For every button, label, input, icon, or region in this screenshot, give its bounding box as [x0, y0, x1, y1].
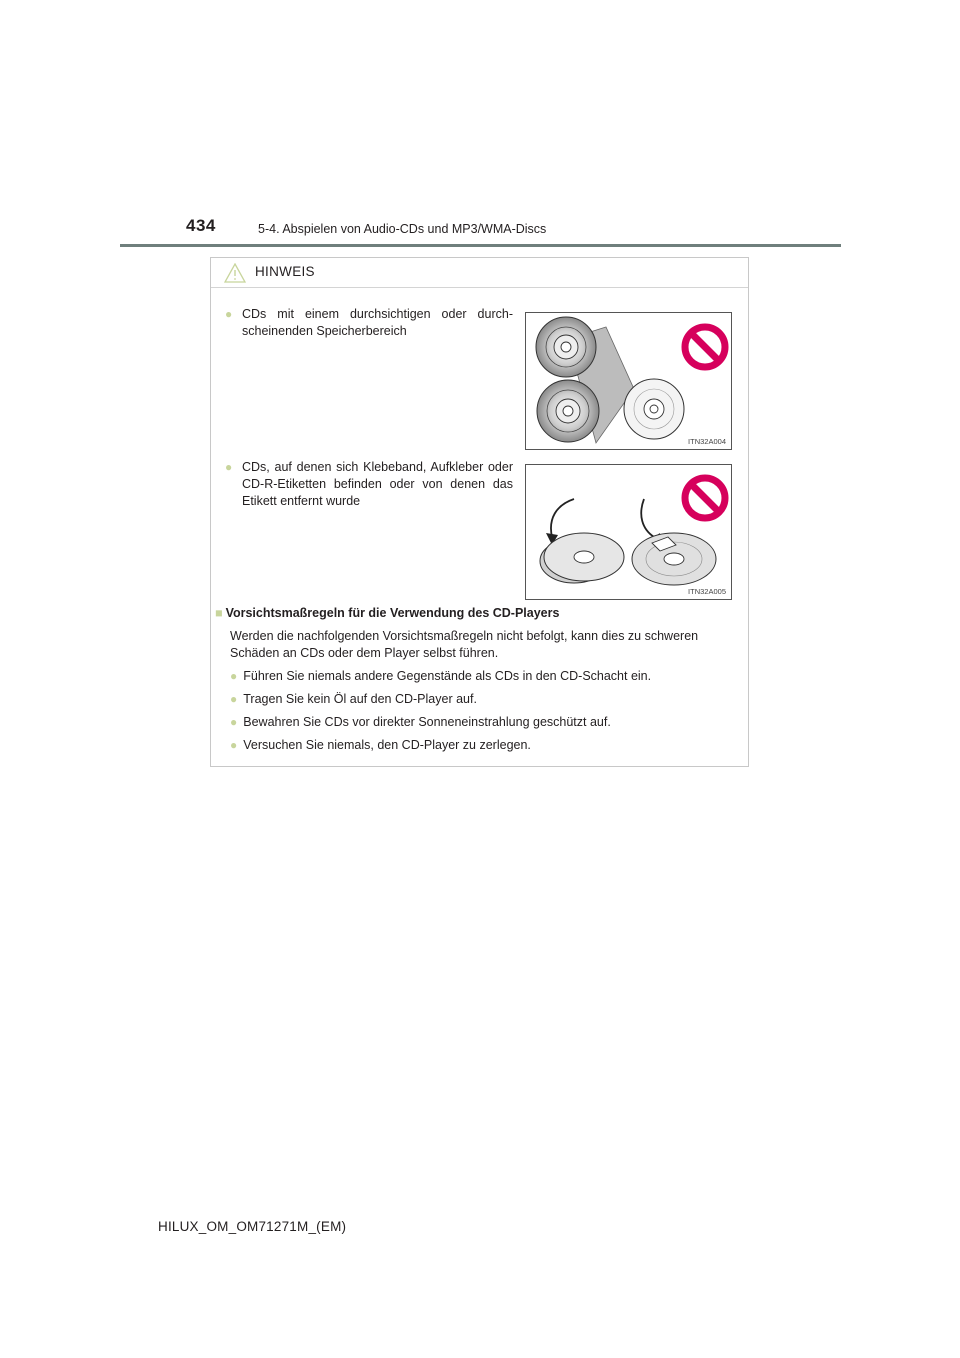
square-bullet-icon: ■ — [215, 606, 223, 620]
warning-triangle-icon — [224, 263, 246, 283]
list-item — [225, 306, 513, 340]
labeled-cds-illustration — [526, 465, 731, 599]
precautions-heading-text: Vorsichtsmaßregeln für die Verwendung des CD-Players — [225, 606, 560, 620]
header-rule — [120, 244, 841, 247]
list-item-text: Bewahren Sie CDs vor direkter Sonneneinstrahlung geschützt auf. — [243, 715, 611, 729]
cd-transparent — [624, 379, 684, 439]
transparent-cds-illustration — [526, 313, 731, 449]
precautions-intro: Werden die nachfolgenden Vorsichtsmaßregeln nicht befolgt, kann dies zu schweren Schäden an CDs oder dem Player selbst führen. — [230, 629, 699, 660]
list-item-text: Versuchen Sie niemals, den CD-Player zu zerlegen. — [243, 738, 531, 752]
list-item — [230, 692, 477, 706]
cd-bottom-left — [537, 380, 599, 442]
figure-code: ITN32A004 — [688, 437, 726, 446]
figure-labeled-cds — [525, 464, 732, 600]
footer-doc-code: HILUX_OM_OM71271M_(EM) — [158, 1219, 347, 1234]
notice-title: HINWEIS — [255, 264, 315, 279]
cd-top-left — [536, 317, 596, 377]
notice-header — [211, 258, 748, 288]
page-number: 434 — [186, 216, 216, 235]
prohibition-icon — [685, 478, 725, 518]
list-item-text: Tragen Sie kein Öl auf den CD-Player auf. — [243, 692, 477, 706]
figure-transparent-cds — [525, 312, 732, 450]
section-title: 5-4. Abspielen von Audio-CDs und MP3/WMA-Discs — [258, 222, 547, 236]
list-item-text: CDs, auf denen sich Klebeband, Aufkleber oder CD-R-Etiketten befinden oder von denen das Etikett entfernt wurde — [242, 460, 513, 508]
bullet-dot-icon: ● — [230, 669, 238, 683]
list-item-text: CDs mit einem durchsichtigen oder durch-scheinenden Speicherbereich — [242, 307, 513, 338]
cd-with-sticker — [632, 533, 716, 585]
prohibition-icon — [685, 327, 725, 367]
list-item — [230, 715, 611, 729]
bullet-dot-icon: ● — [225, 307, 233, 321]
precautions-heading — [215, 606, 559, 620]
bullet-dot-icon: ● — [225, 460, 233, 474]
figure-code: ITN32A005 — [688, 587, 726, 596]
bullet-dot-icon: ● — [230, 692, 238, 706]
bullet-dot-icon: ● — [230, 715, 238, 729]
bullet-dot-icon: ● — [230, 738, 238, 752]
list-item-text: Führen Sie niemals andere Gegenstände als CDs in den CD-Schacht ein. — [243, 669, 652, 683]
list-item — [230, 738, 531, 752]
list-item — [230, 669, 651, 683]
list-item — [225, 459, 513, 510]
